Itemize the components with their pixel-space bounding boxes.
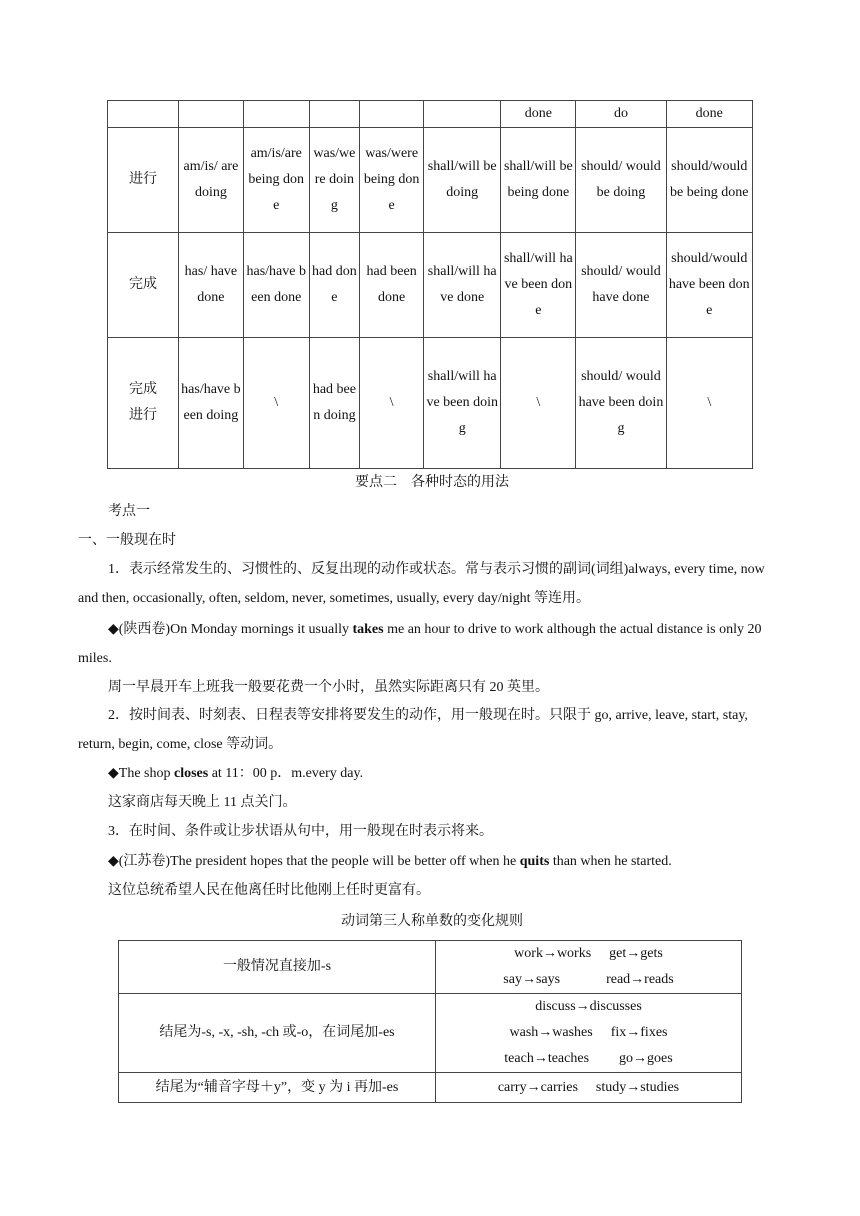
example-line [438, 941, 739, 967]
table-cell: done [501, 101, 576, 128]
table-cell: \ [666, 338, 752, 469]
paragraph-3: 3．在时间、条件或让步状语从句中，用一般现在时表示将来。 [108, 824, 493, 839]
table-cell [243, 101, 309, 128]
table-cell: shall/will have done [424, 233, 501, 338]
example-cell [436, 941, 742, 994]
example-line [438, 1020, 739, 1046]
row-label-line: 进行 [129, 408, 157, 423]
translation-1: 周一早晨开车上班我一般要花费一个小时，虽然实际距离只有 20 英里。 [108, 680, 549, 695]
rule-cell: 一般情况直接加-s [119, 941, 436, 994]
example-2 [78, 759, 786, 788]
example-1 [78, 615, 786, 673]
table-cell: should/ would have done [576, 233, 666, 338]
example-word: fix→fixes [610, 1025, 668, 1040]
table-cell: shall/will have been done [501, 233, 576, 338]
example-word: wash→washes [509, 1025, 593, 1040]
example-keyword: quits [519, 854, 550, 869]
example-text: ◆The shop [108, 766, 174, 781]
table-cell: had been doing [309, 338, 359, 469]
table-cell: \ [501, 338, 576, 469]
example-word: get→gets [609, 946, 663, 961]
example-line [438, 1075, 739, 1101]
example-word: discuss→discusses [535, 999, 642, 1014]
row-label-line: 完成 [129, 382, 157, 397]
example-line [438, 1046, 739, 1072]
table-cell: shall/will be doing [424, 128, 501, 233]
row-label [108, 338, 179, 469]
table-cell: \ [360, 338, 424, 469]
translation-3: 这位总统希望人民在他离任时比他刚上任时更富有。 [108, 883, 430, 898]
table-cell: should/would have been done [666, 233, 752, 338]
example-text: at 11：00 p．m.every day. [208, 766, 364, 781]
example-word: go→goes [619, 1051, 673, 1066]
example-3 [78, 847, 786, 876]
table-cell [108, 101, 179, 128]
table-cell: has/have been doing [179, 338, 244, 469]
example-text: me an hour to drive to work although the actual distance is only 20 miles. [78, 622, 762, 666]
table-cell [424, 101, 501, 128]
example-text: ◆(陕西卷)On Monday mornings it usually [108, 622, 353, 637]
table-row [108, 128, 753, 233]
table-cell: should/ would be doing [576, 128, 666, 233]
example-word: say→says [503, 972, 561, 987]
table-cell: should/would be being done [666, 128, 752, 233]
row-label: 进行 [108, 128, 179, 233]
paragraph-1: 1．表示经常发生的、习惯性的、反复出现的动作或状态。常与表示习惯的副词(词组)always, every time, now and then, occasionally, often, seldom, never, sometimes, usually, every day/night 等连用。 [78, 562, 765, 606]
table-cell: shall/will have been doing [424, 338, 501, 469]
table-row [108, 233, 753, 338]
example-word: teach→teaches [504, 1051, 590, 1066]
table-cell: do [576, 101, 666, 128]
table-row [108, 101, 753, 128]
kaodian-label: 考点一 [108, 504, 150, 519]
table-cell: has/ have done [179, 233, 244, 338]
table-row [108, 338, 753, 469]
example-line [438, 967, 739, 993]
example-cell [436, 1073, 742, 1103]
row-label: 完成 [108, 233, 179, 338]
example-keyword: closes [173, 766, 209, 781]
table-row [119, 941, 742, 994]
table-cell: had been done [360, 233, 424, 338]
example-cell [436, 994, 742, 1073]
table-cell: has/have been done [243, 233, 309, 338]
table-cell: done [666, 101, 752, 128]
table-row [119, 1073, 742, 1103]
translation-2: 这家商店每天晚上 11 点关门。 [108, 795, 297, 810]
rule-cell: 结尾为-s, -x, -sh, -ch 或-o，在词尾加-es [119, 994, 436, 1073]
rule-table-title: 动词第三人称单数的变化规则 [341, 914, 523, 929]
table-row [119, 994, 742, 1073]
table-cell [360, 101, 424, 128]
paragraph-2: 2．按时间表、时刻表、日程表等安排将要发生的动作，用一般现在时。只限于 go, arrive, leave, start, stay, return, begin, come, close 等动词。 [78, 708, 748, 752]
example-word: work→works [514, 946, 592, 961]
heading-simple-present: 一、一般现在时 [78, 533, 176, 548]
example-word: read→reads [606, 972, 674, 987]
rule-cell: 结尾为“辅音字母＋y”，变 y 为 i 再加-es [119, 1073, 436, 1103]
example-text: ◆(江苏卷)The president hopes that the people will be better off when he [108, 854, 520, 869]
table-cell: had done [309, 233, 359, 338]
example-word: carry→carries [497, 1079, 578, 1095]
example-word: study→studies [595, 1079, 680, 1095]
tense-table [107, 100, 753, 469]
table-cell: was/were doing [309, 128, 359, 233]
section-title: 要点二 各种时态的用法 [355, 475, 509, 490]
table-cell: should/ would have been doing [576, 338, 666, 469]
table-cell: am/is/ are doing [179, 128, 244, 233]
example-line [438, 994, 739, 1020]
table-cell: am/is/are being done [243, 128, 309, 233]
third-person-rule-table [118, 940, 742, 1103]
table-cell [309, 101, 359, 128]
table-cell: shall/will be being done [501, 128, 576, 233]
table-cell [179, 101, 244, 128]
example-text: than when he started. [549, 854, 672, 869]
table-cell: was/were being done [360, 128, 424, 233]
table-cell: \ [243, 338, 309, 469]
example-keyword: takes [352, 622, 384, 637]
